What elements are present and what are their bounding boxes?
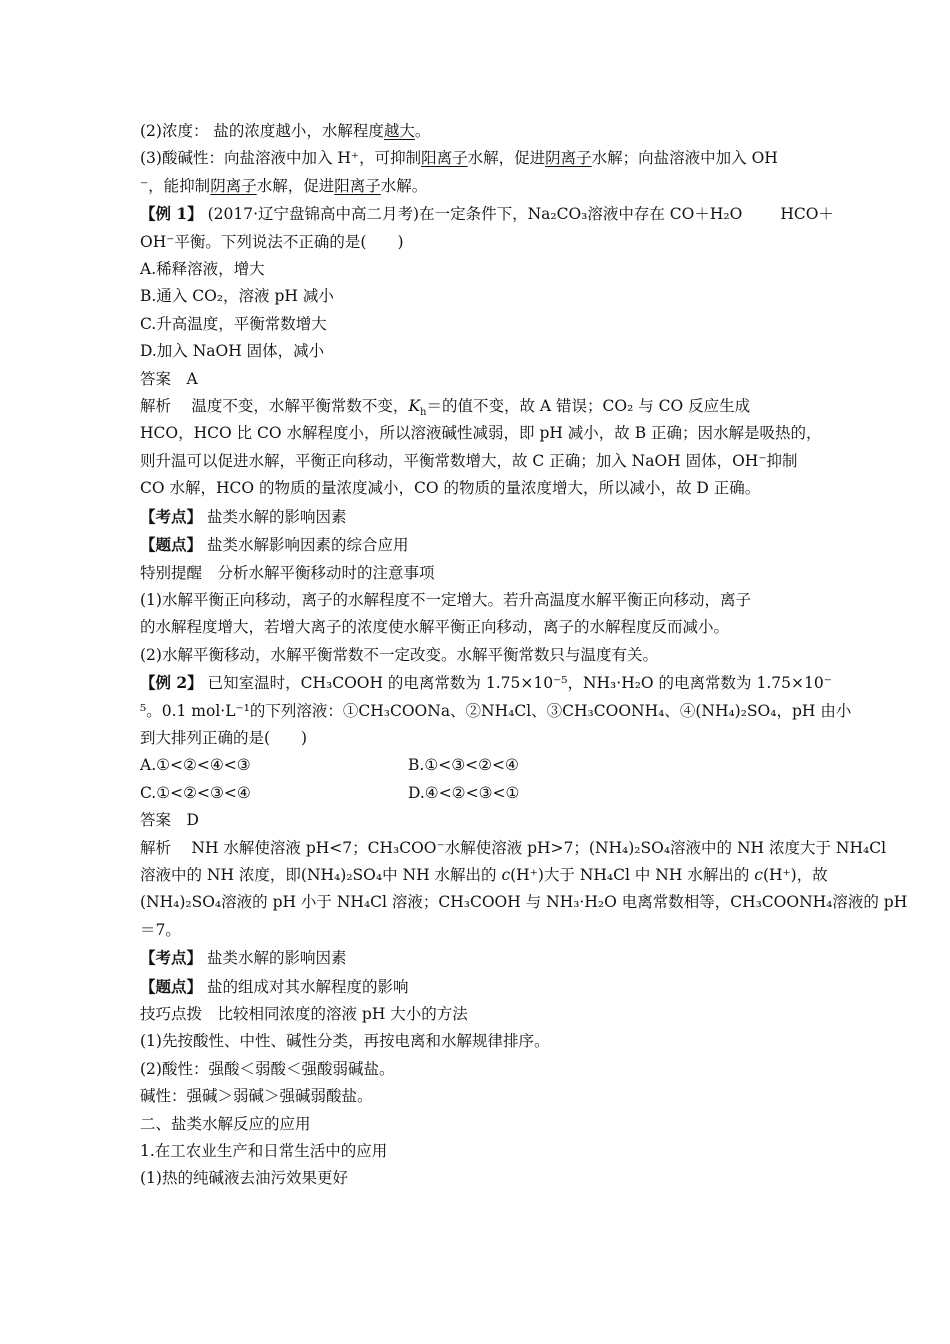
document-body [140,118,908,1193]
underlined-answer: 阴离子 [545,149,592,168]
underlined-answer: 阴离子 [210,176,257,195]
example2-explanation-4: ＝7。 [140,920,181,939]
example-tag: 【例 1】 [140,204,203,224]
acidity-line: (3)酸碱性：向盐溶液中加入 H⁺，可抑制阳离子水解，促进阴离子水解；向盐溶液中加入 OH [140,149,778,168]
underlined-answer: 阳离子 [421,149,468,168]
concentration-line: (2)浓度： 盐的浓度越小，水解程度越大。 [140,122,431,140]
underlined-answer: 阳离子 [334,176,381,195]
example2-explanation-3: (NH₄)₂SO₄溶液的 pH 小于 NH₄Cl 溶液；CH₃COOH 与 NH₃·H₂O 电离常数相等，CH₃COONH₄溶液的 pH [140,893,908,912]
example1-explanation-4: CO 水解，HCO 的物质的量浓度减小，CO 的物质的量浓度增大，所以减小，故 D 正确。 [140,479,761,498]
example1-tidian: 【题点】 盐类水解影响因素的综合应用 [140,535,409,555]
example1-option-d: D.加入 NaOH 固体，减小 [140,342,325,361]
example2-explanation-2: 溶液中的 NH 浓度，即(NH₄)₂SO₄中 NH 水解出的 c(H⁺)大于 NH₄Cl 中 NH 水解出的 c(H⁺)，故 [140,865,828,884]
example2-options-row2 [140,780,812,807]
tip2-title: 技巧点拨 比较相同浓度的溶液 pH 大小的方法 [140,1005,468,1023]
example2-options-row1 [140,752,812,779]
tip1-point1-cont: 的水解程度增大，若增大离子的浓度使水解平衡正向移动，离子的水解程度反而减小。 [140,618,730,637]
example1-explanation-2: HCO，HCO 比 CO 水解程度小，所以溶液碱性减弱，即 pH 减小，故 B 正确；因水解是吸热的， [140,424,822,443]
underlined-answer: 越大 [383,122,415,140]
example1-question: 【例 1】 (2017·辽宁盘锦高中高二月考)在一定条件下，Na₂CO₃溶液中存在 CO＋H₂O HCO＋ [140,204,834,224]
example1-question-cont: OH⁻平衡。下列说法不正确的是( ) [140,232,404,251]
tip2-point2: (2)酸性：强酸＜弱酸＜强酸弱碱盐。 [140,1059,395,1078]
section2-sub2: (1)热的纯碱液去油污效果更好 [140,1169,348,1188]
section2-sub1: 1.在工农业生产和日常生活中的应用 [140,1142,388,1161]
tip1-point1: (1)水解平衡正向移动，离子的水解程度不一定增大。若升高温度水解平衡正向移动，离子 [140,590,751,609]
tip1-title: 特别提醒 分析水解平衡移动时的注意事项 [140,563,435,582]
example1-option-c: C.升高温度，平衡常数增大 [140,314,327,333]
example2-question-3: 到大排列正确的是( ) [140,728,308,747]
example1-option-b: B.通入 CO₂，溶液 pH 减小 [140,287,334,306]
example2-question-2: ⁵。0.1 mol·L⁻¹的下列溶液：①CH₃COONa、②NH₄Cl、③CH₃COONH₄、④(NH₄)₂SO₄，pH 由小 [140,701,852,720]
example1-answer: 答案 A [140,369,198,388]
example1-explanation: 解析 温度不变，水解平衡常数不变，$K_h=$的值不变，故 A 错误；CO₂ 与 CO 反应生成 [140,397,751,419]
example2-option-a: A.①<②<④<③ [140,756,251,775]
example2-option-d: D.④<②<③<① [408,783,520,802]
tip1-point2: (2)水解平衡移动，水解平衡常数不一定改变。水解平衡常数只与温度有关。 [140,645,658,664]
example2-answer: 答案 D [140,811,199,830]
example1-kaodian: 【考点】 盐类水解的影响因素 [140,506,347,526]
section2-title: 二、盐类水解反应的应用 [140,1114,311,1133]
example2-tidian: 【题点】 盐的组成对其水解程度的影响 [140,976,409,996]
example2-explanation: 解析 NH 水解使溶液 pH<7；CH₃COO⁻水解使溶液 pH>7；(NH₄)₂SO₄溶液中的 NH 浓度大于 NH₄Cl [140,838,887,857]
example2-option-c: C.①<②<③<④ [140,783,251,802]
example2-option-b: B.①<③<②<④ [408,756,519,775]
acidity-line-cont: ⁻，能抑制阴离子水解，促进阳离子水解。 [140,176,428,195]
example-tag: 【例 2】 [140,673,203,693]
example2-question: 【例 2】 已知室温时，CH₃COOH 的电离常数为 1.75×10⁻⁵，NH₃·H₂O 的电离常数为 1.75×10⁻ [140,673,832,693]
example1-explanation-3: 则升温可以促进水解，平衡正向移动，平衡常数增大，故 C 正确；加入 NaOH 固体，OH⁻抑制 [140,451,798,470]
tip2-point1: (1)先按酸性、中性、碱性分类，再按电离和水解规律排序。 [140,1032,550,1051]
tip2-point3: 碱性：强碱＞弱碱＞强碱弱酸盐。 [140,1087,373,1106]
example1-option-a: A.稀释溶液，增大 [140,260,265,279]
example2-kaodian: 【考点】 盐类水解的影响因素 [140,948,347,968]
